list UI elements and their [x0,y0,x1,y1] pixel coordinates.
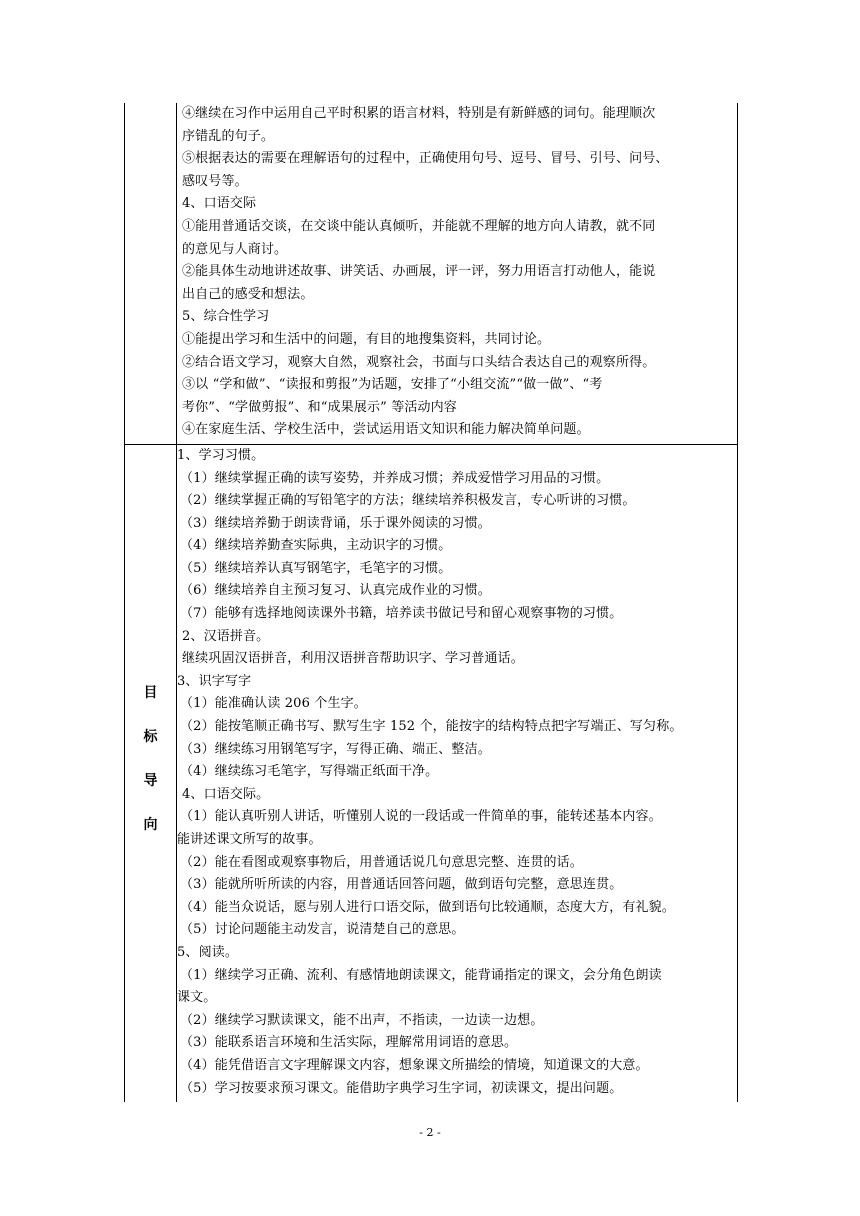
text-line: （3）能联系语言环境和生活实际，理解常用词语的意思。 [180,1035,518,1051]
text-line: （4）能凭借语言文字理解课文内容，想象课文所描绘的情境，知道课文的大意。 [180,1057,649,1073]
text-line: 2、汉语拼音。 [182,628,270,644]
text-line: （5）讨论问题能主动发言，说清楚自己的意思。 [180,922,465,938]
text-line: （6）继续培养自主预习复习、认真完成作业的习惯。 [180,583,491,599]
text-line: 感叹号等。 [182,173,248,189]
text-line: 5、综合性学习 [182,309,270,325]
text-line: （1）继续学习正确、流利、有感情地朗读课文，能背诵指定的课文，会分角色朗读 [180,967,662,983]
text-line: （5）学习按要求预习课文。能借助字典学习生字词，初读课文，提出问题。 [180,1080,623,1096]
text-line: 5、阅读。 [177,944,239,960]
text-line: 1、学习习惯。 [177,447,265,463]
table-row [125,103,738,444]
text-line: 的意见与人商讨。 [182,241,288,257]
text-line: 4、口语交际 [182,196,257,212]
text-line: ⑤根据表达的需要在理解语句的过程中，正确使用句号、逗号、冒号、引号、问号、 [182,151,669,167]
text-line: 4、口语交际。 [182,786,270,802]
text-line: ①能用普通话交谈，在交谈中能认真倾听，并能就不理解的地方向人请教，就不同 [182,218,656,234]
text-line: ②结合语文学习，观察大自然，观察社会，书面与口头结合表达自己的观察所得。 [182,354,656,370]
text-line: ④在家庭生活、学校生活中，尝试运用语文知识和能力解决简单问题。 [182,422,590,438]
text-line: ④继续在习作中运用自己平时积累的语言材料，特别是有新鲜感的词句。能理顺次 [182,106,656,121]
text-line: （1）能准确认读 206 个生字。 [180,696,367,712]
text-line: （2）能按笔顺正确书写、默写生字 152 个，能按字的结构特点把字写端正、写匀称。 [180,719,683,735]
text-line: 能讲述课文所写的故事。 [177,832,322,847]
row-label-cell [125,444,177,1102]
table-row [125,444,738,1102]
text-line: 3、识字写字 [177,673,252,689]
text-line: （7）能够有选择地阅读课外书籍，培养读书做记号和留心观察事物的习惯。 [180,606,623,622]
label-char: 目 [143,684,158,701]
text-line: （3）继续培养勤于朗读背诵，乐于课外阅读的习惯。 [180,515,491,531]
text-line: （1）能认真听别人讲话，听懂别人说的一段话或一件简单的事，能转述基本内容。 [180,809,662,825]
section-text [177,445,737,1102]
text-line: （3）能就所听所读的内容，用普通话回答问题，做到语句完整，意思连贯。 [180,877,623,893]
text-line: （2）继续掌握正确的写铅笔字的方法；继续培养积极发言，专心听讲的习惯。 [180,493,636,509]
content-table [124,103,738,1102]
text-line: 出自己的感受和想法。 [182,286,314,302]
text-line: 课文。 [177,990,217,1006]
text-line: ①能提出学习和生活中的问题，有目的地搜集资料，共同讨论。 [182,331,551,347]
text-line: （1）继续掌握正确的读写姿势，并养成习惯；养成爱惜学习用品的习惯。 [180,470,610,486]
text-line: （2）继续学习默读课文，能不出声，不指读，一边读一边想。 [180,1012,544,1028]
text-line: （4）继续培养勤查实际典，主动识字的习惯。 [180,538,452,554]
label-char: 向 [143,816,158,833]
text-line: （4）能当众说话，愿与别人进行口语交际，做到语句比较通顺，态度大方，有礼貌。 [180,899,675,915]
text-line: （4）继续练习毛笔字，写得端正纸面干净。 [180,764,439,780]
text-line: （5）继续培养认真写钢笔字，毛笔字的习惯。 [180,560,452,576]
text-line: ②能具体生动地讲述故事、讲笑话、办画展，评一评，努力用语言打动他人，能说 [182,264,656,280]
row-label [125,445,176,859]
page-number: - 2 - [419,1126,441,1139]
text-line: ③以 “学和做”、“读报和剪报”为话题，安排了“小组交流”“做一做”、“考 [182,377,603,393]
content-cell [177,444,738,1102]
text-line: 考你”、“学做剪报”、和“成果展示” 等活动内容 [182,399,457,415]
text-line: 序错乱的句子。 [182,128,275,144]
section-text [177,103,737,444]
content-cell [177,103,738,444]
text-line: （3）继续练习用钢笔写字，写得正确、端正、整洁。 [180,741,491,757]
text-line: （2）能在看图或观察事物后，用普通话说几句意思完整、连贯的话。 [180,854,583,870]
label-char: 导 [143,772,158,789]
label-char: 标 [143,728,158,745]
text-line: 继续巩固汉语拼音，利用汉语拼音帮助识字、学习普通话。 [182,651,524,667]
row-label-cell [125,103,177,444]
